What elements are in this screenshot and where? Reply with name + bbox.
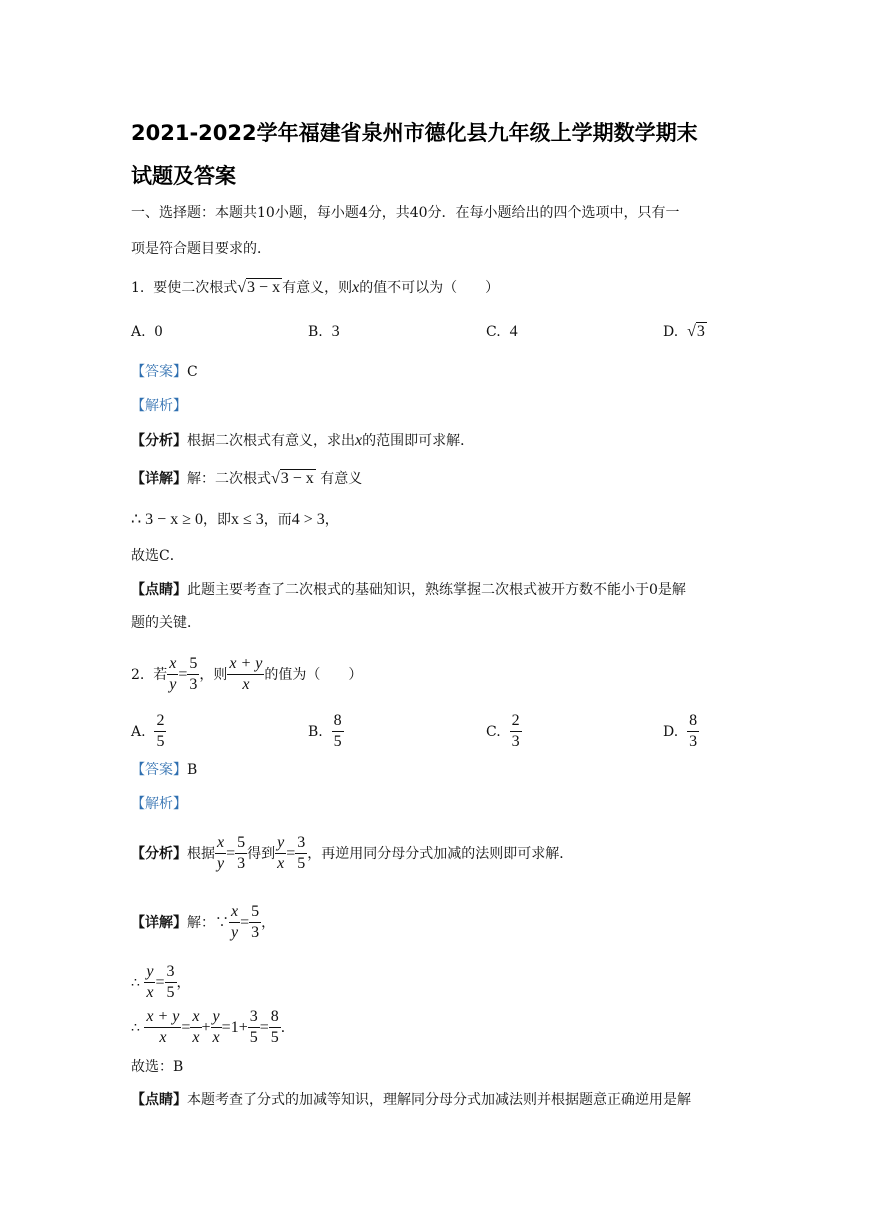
denominator: 5 [270, 1029, 279, 1046]
fraction [190, 1007, 201, 1048]
fraction [510, 711, 522, 752]
question-number: 2. [131, 666, 145, 683]
radicand: 3 − x [247, 279, 281, 296]
solution-step-1 [131, 510, 339, 530]
dianjing-line-2: 题的关键． [131, 615, 201, 631]
punctuation: ． [280, 1019, 295, 1036]
denominator: y [169, 676, 177, 693]
numerator: y [275, 833, 286, 854]
fraction [167, 654, 178, 695]
equals-sign: = [178, 665, 188, 683]
denominator: 3 [237, 855, 246, 872]
denominator: x [159, 1029, 167, 1046]
solution-step-1 [131, 962, 191, 1003]
option-c [486, 711, 522, 752]
fenxi-text: 根据二次根式有意义，求出 [187, 433, 355, 449]
numerator: 3 [165, 962, 177, 983]
denominator: 3 [189, 676, 198, 693]
option-letter: D. [663, 723, 679, 740]
fraction [144, 1007, 181, 1048]
stem-text: 的值不可以为（ ） [359, 280, 500, 296]
plus-sign: + [238, 1018, 248, 1036]
step-text: ，而 [263, 512, 292, 528]
radicand: 3 − x [280, 470, 314, 487]
math-expression: x ≤ 3 [230, 511, 264, 528]
dianjing-text: 本题考查了分式的加减等知识，理解同分母分式加减法则并根据题意正确逆用是解 [187, 1092, 691, 1108]
fraction [211, 1007, 222, 1048]
numerator: 5 [235, 833, 247, 854]
dianjing-text: 此题主要考查了二次根式的基础知识，熟练掌握二次根式被开方数不能小于0是解 [187, 582, 686, 598]
numerator: 2 [510, 711, 522, 732]
equals-sign: = [221, 1018, 231, 1036]
option-letter: A. [131, 723, 146, 740]
answer-value: C [187, 364, 198, 380]
variable: x [355, 432, 363, 449]
option-b [308, 711, 344, 752]
numerator: y [211, 1007, 222, 1028]
stem-text: 的值为（ ） [264, 666, 363, 683]
numerator: x + y [144, 1007, 181, 1028]
sqrt-expression: √3 − x [237, 279, 281, 296]
solution-step-2 [131, 1007, 295, 1048]
punctuation: ， [176, 974, 191, 991]
math-expression: 4 > 3 [291, 511, 325, 528]
document-title-line-2: 试题及答案 [131, 164, 236, 188]
fenxi-text: 得到 [247, 845, 276, 862]
xiangjie-text: 解：二次根式 [187, 471, 271, 487]
fenxi-text: 的范围即可求解． [362, 433, 475, 449]
fenxi-label: 【分析】 [131, 433, 187, 449]
numerator: 5 [187, 654, 199, 675]
fenxi-line [131, 833, 573, 874]
xiangjie-line [131, 902, 275, 943]
question-1-stem [131, 278, 499, 298]
fraction [215, 833, 226, 874]
answer-value: B [187, 762, 198, 778]
equals-sign: = [181, 1018, 191, 1036]
fraction [249, 902, 261, 943]
xiangjie-label: 【详解】 [131, 471, 187, 487]
fenxi-label: 【分析】 [131, 845, 187, 862]
option-c [486, 322, 518, 342]
denominator: 5 [249, 1029, 258, 1046]
fraction [154, 711, 166, 752]
fraction [332, 711, 344, 752]
denominator: x [277, 855, 285, 872]
denominator: x [146, 984, 154, 1001]
numerator: 5 [249, 902, 261, 923]
section-instructions-line-2: 项是符合题目要求的． [131, 241, 271, 257]
option-letter: C. [486, 723, 501, 740]
stem-text: 要使二次根式 [153, 280, 238, 296]
step-text: ，即 [202, 512, 231, 528]
fraction [687, 711, 699, 752]
fenxi-line [131, 431, 474, 451]
jiexi-label: 【解析】 [131, 398, 187, 414]
equals-sign: = [226, 844, 236, 862]
denominator: x [212, 1029, 220, 1046]
option-b [308, 322, 340, 342]
denominator: 5 [156, 733, 165, 750]
fraction [165, 962, 177, 1003]
denominator: 3 [251, 924, 260, 941]
option-a [131, 711, 166, 752]
option-a [131, 322, 162, 342]
choose-line: 故选：B [131, 1059, 184, 1075]
numerator: 3 [295, 833, 307, 854]
fraction [187, 654, 199, 695]
option-d [663, 322, 707, 342]
fraction [227, 654, 264, 695]
question-number: 1. [131, 280, 145, 296]
equals-sign: = [286, 844, 296, 862]
numerator: x [229, 902, 240, 923]
math-number: 1 [230, 1018, 239, 1036]
denominator: 3 [511, 733, 520, 750]
stem-text: ，则 [199, 666, 228, 683]
answer-label: 【答案】 [131, 762, 187, 778]
plus-sign: + [201, 1018, 211, 1036]
math-expression: ∴ 3 − x ≥ 0 [131, 511, 203, 528]
numerator: x + y [227, 654, 264, 675]
choose-line: 故选C． [131, 548, 184, 564]
numerator: x [190, 1007, 201, 1028]
answer-line [131, 760, 197, 780]
stem-text: 有意义，则 [282, 280, 353, 296]
fraction [229, 902, 240, 943]
option-letter: D. [663, 324, 679, 340]
denominator: 5 [297, 855, 306, 872]
dianjing-label: 【点睛】 [131, 1092, 187, 1108]
option-letter: B. [308, 324, 323, 340]
equals-sign: = [155, 973, 165, 991]
fraction [144, 962, 155, 1003]
answer-line [131, 362, 198, 382]
xiangjie-text: 有意义 [320, 471, 363, 487]
jiexi-label: 【解析】 [131, 796, 187, 812]
denominator: 3 [689, 733, 698, 750]
denominator: y [217, 855, 225, 872]
equals-sign: = [240, 913, 250, 931]
stem-text: 若 [153, 666, 168, 683]
numerator: 3 [248, 1007, 260, 1028]
numerator: 2 [154, 711, 166, 732]
fraction [295, 833, 307, 874]
option-letter: B. [308, 723, 323, 740]
numerator: x [167, 654, 178, 675]
xiangjie-label: 【详解】 [131, 914, 187, 931]
option-letter: A. [131, 324, 146, 340]
fraction [235, 833, 247, 874]
document-title-line-1: 2021-2022学年福建省泉州市德化县九年级上学期数学期末 [131, 121, 698, 145]
denominator: 5 [166, 984, 175, 1001]
denominator: 5 [333, 733, 342, 750]
xiangjie-text: ， [261, 914, 276, 931]
numerator: x [215, 833, 226, 854]
dianjing-label: 【点睛】 [131, 582, 187, 598]
numerator: 8 [687, 711, 699, 732]
therefore-symbol: ∴ [131, 974, 140, 991]
section-instructions-line-1: 一、选择题：本题共10小题，每小题4分，共40分．在每小题给出的四个选项中，只有一 [131, 205, 680, 221]
dianjing-line-1 [131, 1090, 691, 1110]
denominator: x [242, 676, 250, 693]
fraction [275, 833, 286, 874]
sqrt-expression: √3 [687, 323, 705, 340]
numerator: 8 [269, 1007, 281, 1028]
option-d [663, 711, 699, 752]
fenxi-text: 根据 [187, 845, 215, 862]
option-letter: C. [486, 324, 501, 340]
answer-label: 【答案】 [131, 364, 187, 380]
option-value: 4 [509, 323, 518, 340]
option-value: 0 [154, 323, 163, 340]
xiangjie-line [131, 469, 362, 489]
sqrt-expression: √3 − x [271, 470, 314, 487]
option-value: 3 [696, 323, 705, 340]
fraction [248, 1007, 260, 1048]
numerator: y [144, 962, 155, 983]
step-text: ， [324, 512, 339, 528]
fenxi-text: ，再逆用同分母分式加减的法则即可求解． [307, 845, 574, 862]
denominator: y [231, 924, 239, 941]
numerator: 8 [332, 711, 344, 732]
fraction [269, 1007, 281, 1048]
variable: x [352, 279, 360, 296]
option-value: 3 [331, 323, 340, 340]
question-2-stem [131, 654, 362, 695]
therefore-symbol: ∴ [131, 1019, 140, 1036]
equals-sign: = [259, 1018, 269, 1036]
xiangjie-text: 解：∵ [187, 914, 229, 931]
dianjing-line-1 [131, 580, 686, 600]
denominator: x [192, 1029, 200, 1046]
